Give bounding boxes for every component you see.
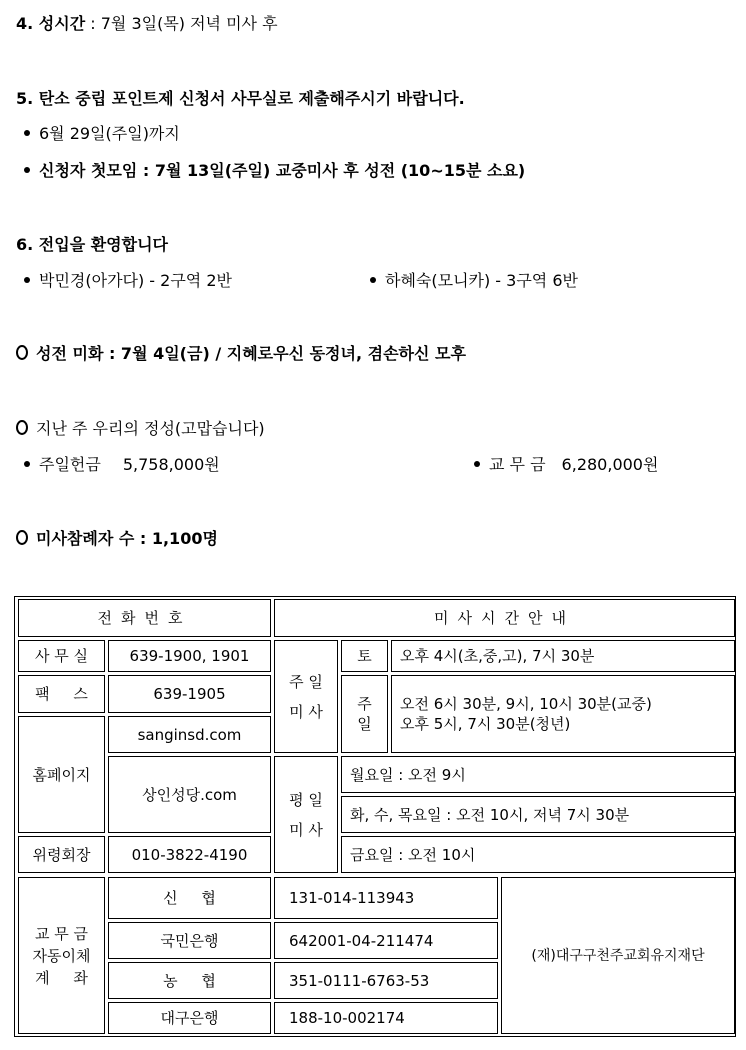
sunday-label [341, 675, 388, 753]
circle-bullet-icon [16, 530, 28, 545]
bullet-icon [24, 277, 30, 283]
dues-amount: 6,280,000원 [561, 455, 659, 474]
account-label-line3: 계 좌 [35, 968, 88, 987]
flower-text: 성전 미화 : 7월 4일(금) / 지혜로우신 동정녀, 겸손하신 모후 [36, 344, 466, 363]
bullet-icon [370, 277, 376, 283]
funeral-phone: 010-3822-4190 [108, 836, 271, 873]
sunday-offering-label: 주일헌금 [39, 455, 101, 474]
bullet-icon [474, 461, 480, 467]
sunday-times [391, 675, 735, 753]
bank-number-2: 642001-04-211474 [274, 922, 498, 959]
fax-phone: 639-1905 [108, 675, 271, 713]
bank-number-3: 351-0111-6763-53 [274, 962, 498, 999]
bank-name-3: 농 협 [108, 962, 271, 999]
sunday-times-line2: 오후 5시, 7시 30분(청년) [400, 715, 571, 733]
offering-title-text: 지난 주 우리의 정성(고맙습니다) [36, 419, 265, 438]
circle-bullet-icon [16, 345, 28, 360]
homepage-label: 홈페이지 [18, 716, 105, 833]
fax-label: 팩 스 [18, 675, 105, 713]
account-label-line1: 교 무 금 [34, 924, 88, 943]
bank-number-1: 131-014-113943 [274, 877, 498, 919]
sunday-mass-label-line2: 미 사 [289, 702, 323, 721]
monday-times: 월요일 : 오전 9시 [341, 756, 735, 793]
account-label [18, 877, 105, 1034]
notice-item-5-title: 5. 탄소 중립 포인트제 신청서 사무실로 제출해주시기 바랍니다. [16, 89, 465, 108]
bank-name-2: 국민은행 [108, 922, 271, 959]
sunday-label-line2: 일 [357, 715, 372, 733]
account-holder: (재)대구구천주교회유지재단 [501, 877, 735, 1034]
offering-title [16, 419, 265, 439]
saturday-times: 오후 4시(초,중,고), 7시 30분 [391, 640, 735, 672]
sunday-mass-label-line1: 주 일 [289, 672, 323, 691]
bank-name-4: 대구은행 [108, 1002, 271, 1034]
notice-item-5-bullet-2 [24, 161, 525, 181]
office-label: 사 무 실 [18, 640, 105, 672]
sunday-times-line1: 오전 6시 30분, 9시, 10시 30분(교중) [400, 695, 652, 713]
offering-sunday [24, 455, 220, 475]
homepage-url-2[interactable]: 상인성당.com [108, 756, 271, 833]
weekday-mass-label-line2: 미 사 [289, 820, 323, 839]
sunday-mass-label [274, 640, 338, 753]
saturday-label: 토 [341, 640, 388, 672]
attendance-text: 미사참례자 수 : 1,100명 [36, 529, 218, 548]
sunday-offering-amount: 5,758,000원 [122, 455, 220, 474]
notice-item-5-bullet-1 [24, 124, 180, 144]
office-phone: 639-1900, 1901 [108, 640, 271, 672]
bullet-icon [24, 461, 30, 467]
offering-dues [474, 455, 658, 475]
circle-bullet-icon [16, 420, 28, 435]
mass-header: 미사시간안내 [274, 599, 735, 637]
bullet-text: 신청자 첫모임 : 7월 13일(주일) 교중미사 후 성전 (10~15분 소요) [39, 161, 526, 180]
bank-name-1: 신 협 [108, 877, 271, 919]
weekday-mass-label [274, 756, 338, 873]
notice-item-4 [16, 14, 278, 34]
bullet-text: 박민경(아가다) - 2구역 2반 [39, 271, 232, 290]
phone-header: 전화번호 [18, 599, 271, 637]
notice-item-6-bullet-2 [370, 271, 578, 291]
notice-item-6-bullet-1 [24, 271, 232, 291]
bullet-icon [24, 130, 30, 136]
bank-number-4: 188-10-002174 [274, 1002, 498, 1034]
notice-item-4-label: 4. 성시간 [16, 14, 86, 33]
homepage-url-1[interactable]: sanginsd.com [108, 716, 271, 753]
bullet-text: 하혜숙(모니카) - 3구역 6반 [385, 271, 578, 290]
funeral-label: 위령회장 [18, 836, 105, 873]
dues-label: 교 무 금 [489, 455, 546, 474]
sunday-label-line1: 주 [357, 695, 372, 713]
flower-notice [16, 344, 466, 364]
friday-times: 금요일 : 오전 10시 [341, 836, 735, 873]
weekday-mass-label-line1: 평 일 [289, 790, 323, 809]
account-label-line2: 자동이체 [32, 946, 91, 965]
notice-item-4-text: : 7월 3일(목) 저녁 미사 후 [85, 14, 278, 33]
bullet-icon [24, 167, 30, 173]
notice-item-6-title: 6. 전입을 환영합니다 [16, 235, 168, 254]
bullet-text: 6월 29일(주일)까지 [39, 124, 180, 143]
tue-thu-times: 화, 수, 목요일 : 오전 10시, 저녁 7시 30분 [341, 796, 735, 833]
attendance [16, 529, 218, 549]
